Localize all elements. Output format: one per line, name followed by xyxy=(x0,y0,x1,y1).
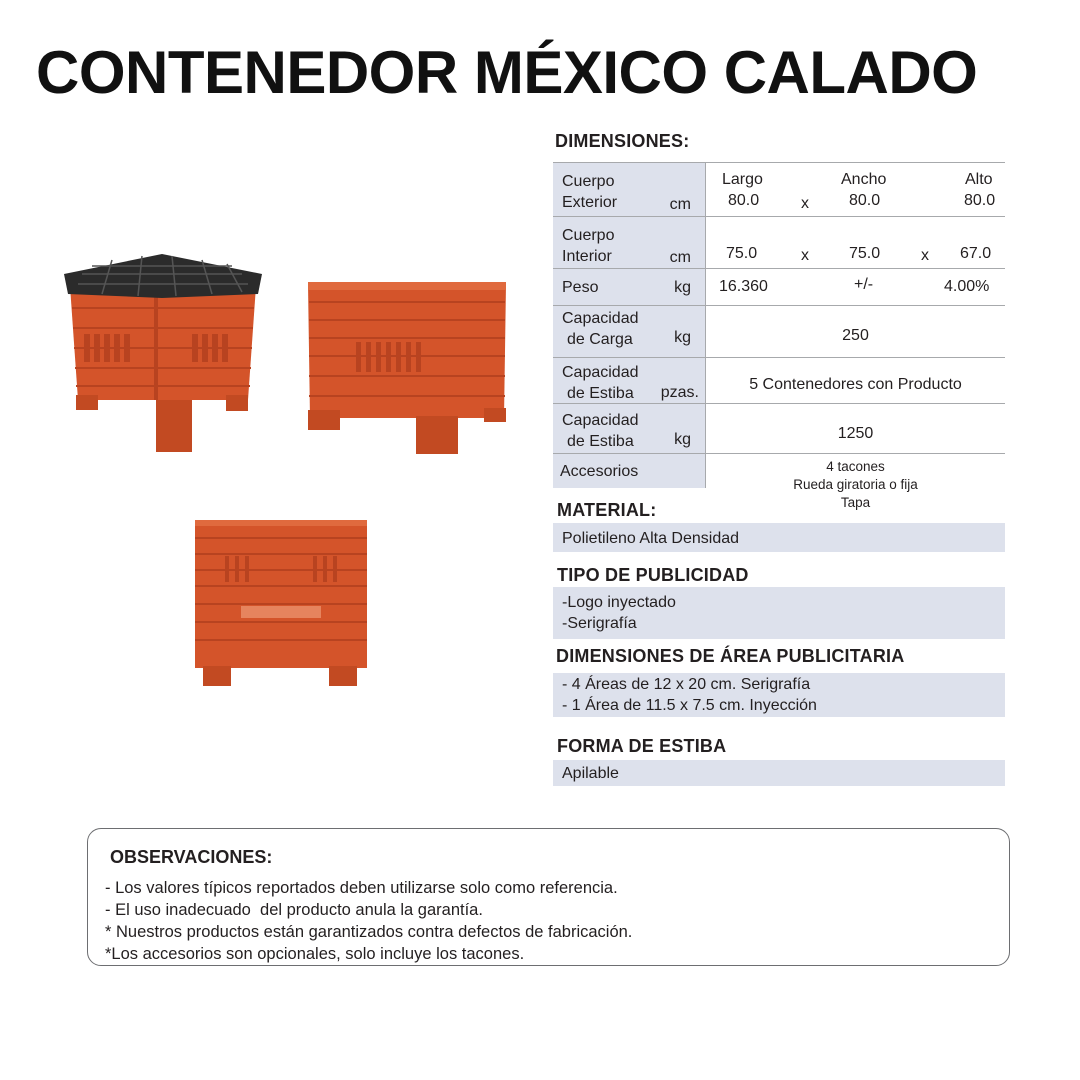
observaciones-box xyxy=(87,828,1010,966)
table-row-accesorios: Accesorios 4 tacones Rueda giratoria o fija Tapa xyxy=(553,454,1005,488)
area-heading: DIMENSIONES DE ÁREA PUBLICITARIA xyxy=(556,646,905,666)
container-with-lid-image xyxy=(62,250,264,455)
material-value: Polietileno Alta Densidad xyxy=(553,523,1005,552)
open-container-image xyxy=(306,280,510,456)
estiba-value: Apilable xyxy=(553,760,1005,786)
list-item: *Los accesorios son opcionales, solo incluye los tacones. xyxy=(105,945,525,963)
publicidad-heading: TIPO DE PUBLICIDAD xyxy=(557,565,749,585)
table-row-estiba-pzas: Capacidad de Estiba pzas. 5 Contenedores con Producto xyxy=(553,358,1005,404)
list-item: * Nuestros productos están garantizados contra defectos de fabricación. xyxy=(105,923,633,941)
table-row-estiba-kg: Capacidad de Estiba kg 1250 xyxy=(553,404,1005,454)
material-heading: MATERIAL: xyxy=(557,500,657,520)
area-list xyxy=(553,673,1005,717)
estiba-heading: FORMA DE ESTIBA xyxy=(557,736,727,756)
list-item: - 4 Áreas de 12 x 20 cm. Serigrafía xyxy=(562,676,811,693)
table-row-exterior: Cuerpo Exterior cm Largo Ancho Alto 80.0 x 80.0 80.0 xyxy=(553,163,1005,217)
list-item: - Los valores típicos reportados deben utilizarse solo como referencia. xyxy=(105,879,618,897)
page-title: CONTENEDOR MÉXICO CALADO xyxy=(36,39,978,106)
table-row-carga: Capacidad de Carga kg 250 xyxy=(553,306,1005,358)
dimensions-heading: DIMENSIONES: xyxy=(555,131,690,151)
publicidad-list xyxy=(553,587,1005,639)
list-item: -Logo inyectado xyxy=(562,594,676,611)
table-row-peso: Peso kg 16.360 +/- 4.00% xyxy=(553,269,1005,306)
list-item: - 1 Área de 11.5 x 7.5 cm. Inyección xyxy=(562,697,817,714)
list-item: -Serigrafía xyxy=(562,615,637,632)
list-item: - El uso inadecuado del producto anula la garantía. xyxy=(105,901,483,919)
front-view-container-image xyxy=(195,520,367,688)
table-row-interior: Cuerpo Interior cm 75.0 x 75.0 x 67.0 xyxy=(553,217,1005,269)
observaciones-heading: OBSERVACIONES: xyxy=(110,847,273,867)
